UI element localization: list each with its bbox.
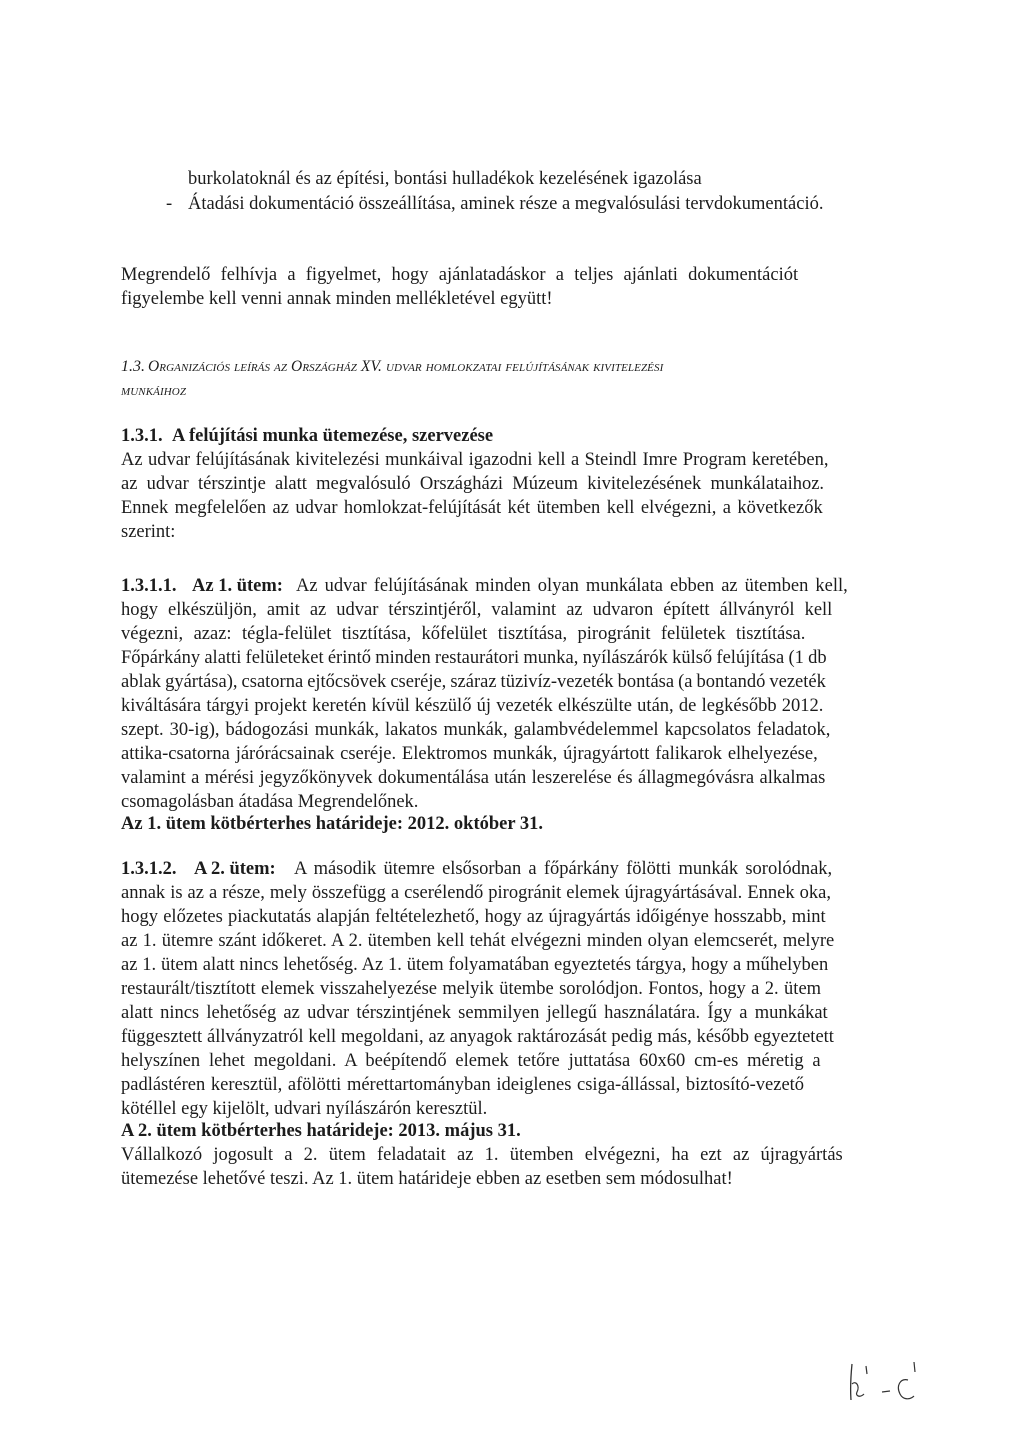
paragraph-line: Az udvar felújításának kivitelezési munkáival igazodni kell a Steindl Imre Program keretében,	[121, 450, 829, 470]
list-item-continuation: burkolatoknál és az építési, bontási hulladékok kezelésének igazolása	[188, 169, 702, 189]
handwritten-initials-signature	[842, 1356, 922, 1406]
phase-text: helyszínen lehet megoldani. A beépítendő elemek tetőre juttatása 60x60 cm-es méretig a	[121, 1051, 821, 1071]
phase-label: A 2. ütem:	[194, 859, 276, 879]
closing-text: Vállalkozó jogosult a 2. ütem feladatait az 1. ütemben elvégezni, ha ezt az újragyártás	[121, 1145, 843, 1165]
phase-text: kötéllel egy kijelölt, udvari nyílászárón keresztül.	[121, 1099, 488, 1119]
phase-text: Főpárkány alatti felületeket érintő minden restaurátori munka, nyílászárók külső felújítása (1 db	[121, 648, 827, 668]
subsection-title: A felújítási munka ütemezése, szervezése	[172, 426, 494, 446]
phase-number: 1.3.1.2.	[121, 859, 177, 879]
phase-text: alatt nincs lehetőség az udvar térszintjének semmilyen jellegű használatára. Így a munkákat	[121, 1003, 828, 1023]
closing-text: ütemezése lehetővé teszi. Az 1. ütem határideje ebben az esetben sem módosulhat!	[121, 1169, 733, 1189]
phase-text: padlástéren keresztül, afölötti mérettartományban ideiglenes csiga-állással, biztosító-vezető	[121, 1075, 805, 1095]
section-heading: Organizációs leírás az Országház XV. udvar homlokzatai felújításának kivitelezési	[148, 358, 664, 375]
phase-number: 1.3.1.1.	[121, 576, 177, 596]
section-number: 1.3.	[121, 358, 145, 375]
notice-line: figyelembe kell venni annak minden mellékletével együtt!	[121, 289, 553, 309]
subsection-number: 1.3.1.	[121, 426, 163, 446]
phase-text: Az udvar felújításának minden olyan munkálata ebben az ütemben kell,	[296, 576, 848, 596]
phase-text: hogy előzetes piackutatás alapján feltételezhető, hogy az újragyártás időigénye hosszabb, mint	[121, 907, 826, 927]
phase-text: hogy elkészüljön, amit az udvar térszintjéről, valamint az udvaron épített állványról kell	[121, 600, 833, 620]
phase-text: csomagolásban átadása Megrendelőnek.	[121, 792, 419, 812]
phase-deadline: Az 1. ütem kötbérterhes határideje: 2012. október 31.	[121, 814, 543, 834]
notice-line: Megrendelő felhívja a figyelmet, hogy ajánlatadáskor a teljes ajánlati dokumentációt	[121, 265, 799, 285]
phase-text: az 1. ütemre szánt időkeret. A 2. ütemben kell tehát elvégezni minden olyan elemcserét, melyre	[121, 931, 835, 951]
phase-text: valamint a mérési jegyzőkönyvek dokumentálása után leszerelése és állagmegóvásra alkalmas	[121, 768, 826, 788]
list-bullet-dash: -	[166, 194, 173, 214]
phase-deadline: A 2. ütem kötbérterhes határideje: 2013. május 31.	[121, 1121, 521, 1141]
paragraph-line: szerint:	[121, 522, 176, 542]
phase-text: restaurált/tisztított elemek visszahelyezése melyik ütembe sorolódjon. Fontos, hogy a 2. ütem	[121, 979, 822, 999]
paragraph-line: az udvar térszintje alatt megvalósuló Országházi Múzeum kivitelezésének munkálataihoz.	[121, 474, 825, 494]
phase-text: annak is az a része, mely összefügg a cserélendő pirogránit elemek újragyártásával. Ennek oka,	[121, 883, 831, 903]
section-heading: munkáihoz	[121, 382, 187, 399]
phase-label: Az 1. ütem:	[192, 576, 283, 596]
phase-text: attika-csatorna járórácsainak cseréje. Elektromos munkák, újragyártott falikarok elhelyezése,	[121, 744, 818, 764]
list-item: Átadási dokumentáció összeállítása, aminek része a megvalósulási tervdokumentáció.	[188, 194, 824, 214]
paragraph-line: Ennek megfelelően az udvar homlokzat-felújítását két ütemben kell elvégezni, a következők	[121, 498, 823, 518]
phase-text: kiváltására tárgyi projekt keretén kívül készülő új vezeték elkészülte után, de legkésőbb 2012.	[121, 696, 824, 716]
phase-text: függesztett állványzatról kell megoldani, az anyagok raktározását pedig más, később egyeztetett	[121, 1027, 834, 1047]
phase-text: szept. 30-ig), bádogozási munkák, lakatos munkák, galambvédelemmel kapcsolatos feladatok,	[121, 720, 831, 740]
phase-text: végezni, azaz: tégla-felület tisztítása, kőfelület tisztítása, pirogránit felületek tisztítása.	[121, 624, 806, 644]
phase-text: ablak gyártása), csatorna ejtőcsövek cseréje, száraz tüzivíz-vezeték bontása (a bontandó vezeték	[121, 672, 826, 692]
phase-text: az 1. ütem alatt nincs lehetőség. Az 1. ütem folyamatában egyeztetés tárgya, hogy a műhelyben	[121, 955, 829, 975]
phase-text: A második ütemre elsősorban a főpárkány fölötti munkák sorolódnak,	[294, 859, 833, 879]
